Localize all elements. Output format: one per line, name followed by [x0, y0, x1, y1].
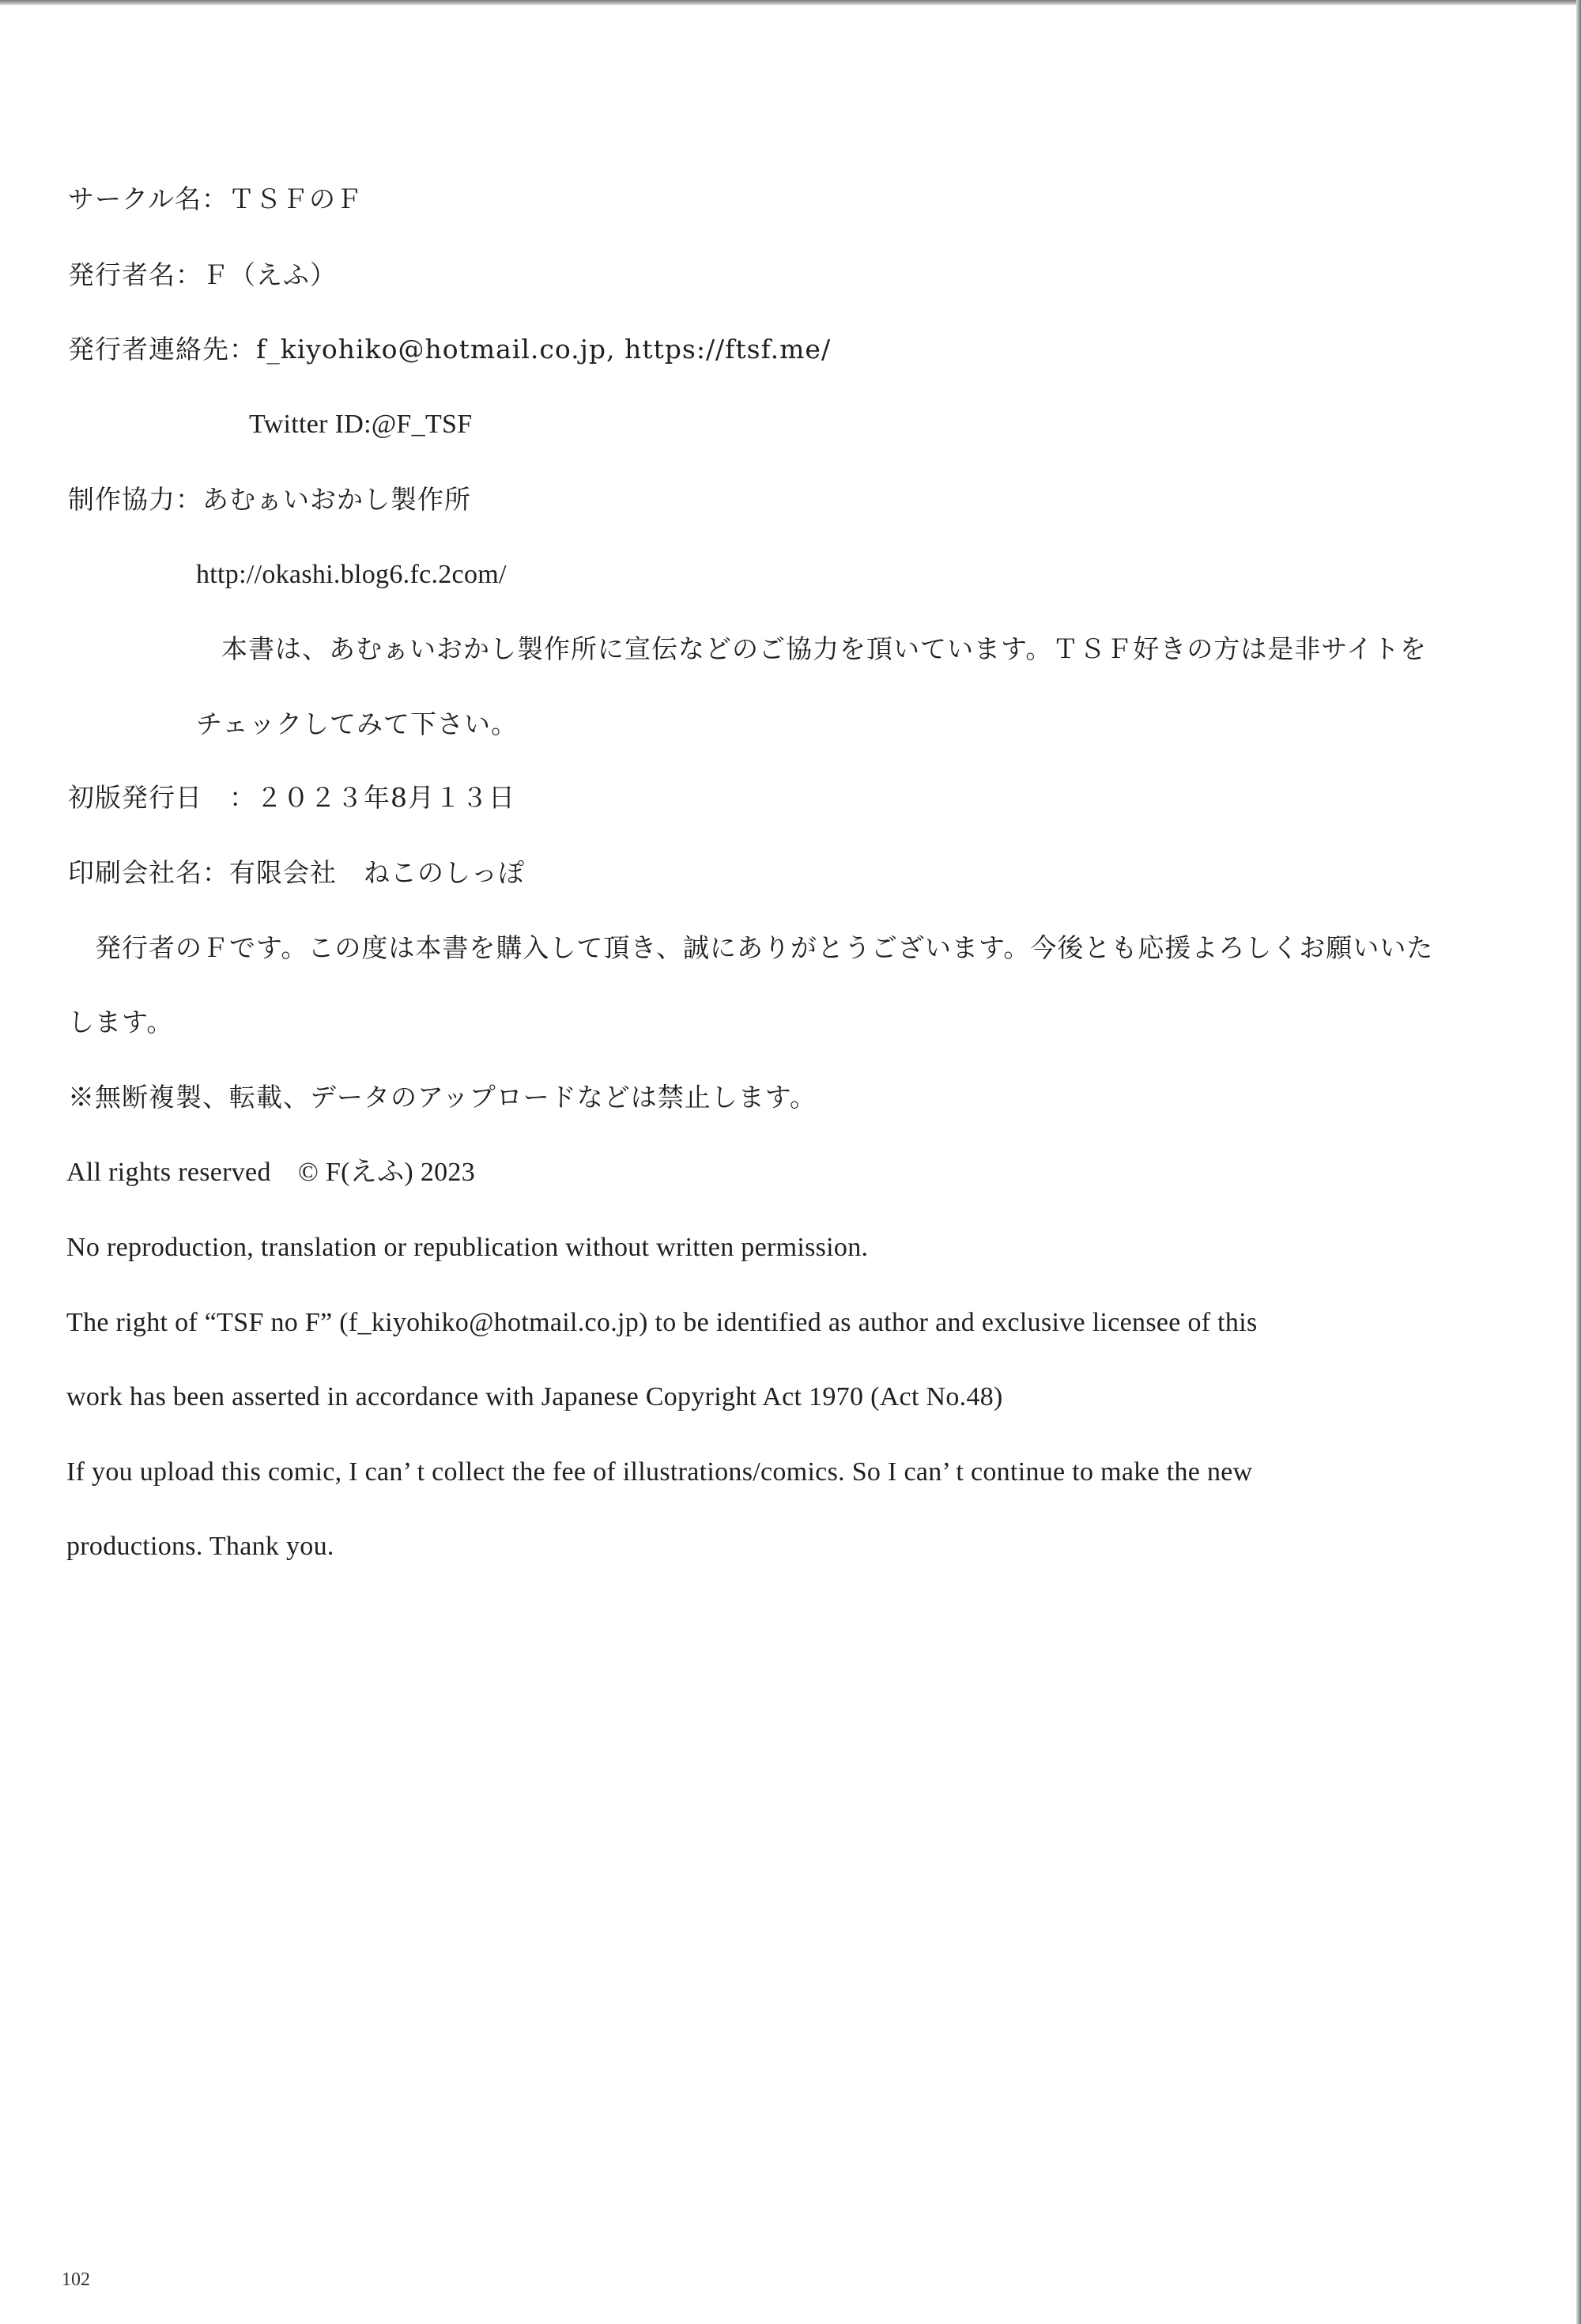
no-reproduction-line: No reproduction, translation or republication without written permission. — [66, 1233, 869, 1262]
twitter-id-line: Twitter ID:@F_TSF — [249, 410, 473, 439]
page-number: 102 — [62, 2269, 90, 2290]
publisher-name-line: 発行者名：Ｆ（えふ） — [68, 259, 337, 290]
thanks-line-1: 発行者のＦです。この度は本書を購入して頂き、誠にありがとうございます。今後とも応援よろしくお願いいた — [95, 932, 1434, 963]
scan-top-edge — [0, 0, 1581, 5]
upload-notice-line-1: If you upload this comic, I can’ t collect the fee of illustrations/comics. So I can’ t continue to make the new — [66, 1457, 1253, 1487]
all-rights-reserved-line: All rights reserved © F(えふ) 2023 — [66, 1158, 476, 1187]
upload-notice-line-2: productions. Thank you. — [66, 1532, 334, 1561]
scan-right-edge — [1576, 0, 1581, 2324]
prohibition-line: ※無断複製、転載、データのアップロードなどは禁止します。 — [68, 1082, 817, 1113]
printer-line: 印刷会社名：有限会社 ねこのしっぽ — [68, 857, 525, 888]
cooperation-line: 制作協力：あむぁいおかし製作所 — [68, 484, 471, 515]
thanks-line-2: します。 — [68, 1007, 174, 1037]
publisher-contact-line: 発行者連絡先：f_kiyohiko@hotmail.co.jp, https://ftsf.me/ — [68, 334, 832, 365]
promo-line-2: チェックしてみて下さい。 — [196, 709, 519, 739]
promo-line-1: 本書は、あむぁいおかし製作所に宣伝などのご協力を頂いています。ＴＳＦ好きの方は是非サイトを — [221, 633, 1428, 664]
identified-author-line-1: The right of “TSF no F” (f_kiyohiko@hotmail.co.jp) to be identified as author and exclusive licensee of this — [66, 1308, 1258, 1337]
cooperation-url: http://okashi.blog6.fc.2com/ — [196, 560, 507, 589]
first-edition-line: 初版発行日 ：２０２３年8月１３日 — [68, 782, 515, 813]
identified-author-line-2: work has been asserted in accordance with Japanese Copyright Act 1970 (Act No.48) — [66, 1382, 1003, 1411]
circle-name-line: サークル名：ＴＳＦのＦ — [68, 183, 364, 214]
